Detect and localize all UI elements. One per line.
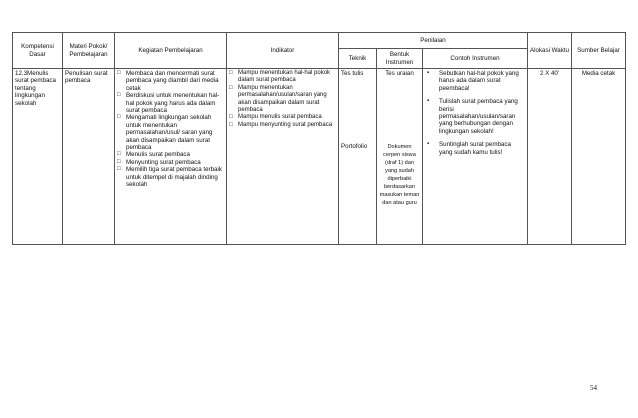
- header-kegiatan: Kegiatan Pembelajaran: [115, 33, 227, 69]
- syllabus-table: [12, 32, 626, 245]
- cell-kompetensi: [13, 69, 63, 245]
- header-materi: Materi Pokok/ Pembelajaran: [63, 33, 115, 69]
- sumber-text: Media cetak: [581, 70, 616, 77]
- cell-bentuk: [377, 69, 423, 245]
- page-number: 54: [590, 384, 597, 392]
- list-item: □ Berdiskusi untuk menentukan hal-hal pokok yang harus ada dalam surat pembaca: [117, 92, 224, 114]
- cell-indikator: [227, 69, 339, 245]
- materi-text: Penulisan surat pembaca: [65, 70, 108, 85]
- list-item: □ Mampu menyunting surat pembaca: [229, 122, 336, 129]
- indikator-list: [229, 70, 336, 129]
- teknik-portofolio: Portofolio: [341, 143, 368, 151]
- contoh-list: [425, 70, 525, 156]
- cell-contoh: [423, 69, 528, 245]
- header-teknik: Teknik: [339, 49, 377, 69]
- list-item: □ Mampu menentukan hal-hal pokok dalam surat pembaca: [229, 70, 336, 85]
- cell-teknik: [339, 69, 377, 245]
- list-item: □ Mengamati lingkungan sekolah untuk menentukan permasalahan/usul/ saran yang akan disampaikan dalam surat pembaca: [117, 114, 224, 151]
- cell-kegiatan: [115, 69, 227, 245]
- cell-sumber: [572, 69, 626, 245]
- header-sumber: Sumber Belajar: [572, 33, 626, 69]
- header-penilaian: Penilaian: [339, 33, 528, 49]
- list-item: □ Menulis surat pembaca: [117, 151, 224, 158]
- alokasi-text: 2 X 40': [539, 70, 560, 77]
- cell-materi: [63, 69, 115, 245]
- header-alokasi: Alokasi Waktu: [528, 33, 572, 69]
- bentuk-dokumen: Dokumen cerpen siswa (draf 1) dan yang sudah diperbaiki berdasarkan masukan teman dan atau guru: [379, 144, 420, 207]
- list-item: □ Membaca dan mencermati surat pembaca yang diambil dari media cetak: [117, 70, 224, 92]
- list-item: ▪ Sebutkan hal-hal pokok yang harus ada dalam surat peembaca!: [425, 70, 525, 92]
- kegiatan-list: [117, 70, 224, 189]
- header-bentuk: Bentuk Instrumen: [377, 49, 423, 69]
- list-item: □ Mampu menulis surat pembaca: [229, 114, 336, 121]
- bentuk-tes-uraian: Tes uraian: [385, 70, 414, 77]
- list-item: ▪ Suntinglah surat pembaca yang sudah kamu tulis!: [425, 141, 525, 156]
- kompetensi-text: 12.3Menulis surat pembaca tentang lingkungan sekolah: [15, 70, 56, 107]
- list-item: □ Mampu menentukan permasalahan/usulan/saran yang akan disampaikan dalam surat pembaca: [229, 85, 336, 115]
- cell-alokasi: [528, 69, 572, 245]
- header-contoh: Contoh Instrumen: [423, 49, 528, 69]
- header-indikator: Indikator: [227, 33, 339, 69]
- list-item: □ Menyunting surat pembaca: [117, 159, 224, 166]
- list-item: ▪ Tulislah surat pembaca yang berisi permasalahan/usulan/saran yang berhubungan dengan lingkungan sekolah!: [425, 98, 525, 135]
- list-item: □ Memilih tiga surat pembaca terbaik untuk ditempel di majalah dinding sekolah: [117, 166, 224, 188]
- teknik-tes-tulis: Tes tulis: [341, 70, 364, 77]
- header-kompetensi-dasar: Kompetensi Dasar: [13, 33, 63, 69]
